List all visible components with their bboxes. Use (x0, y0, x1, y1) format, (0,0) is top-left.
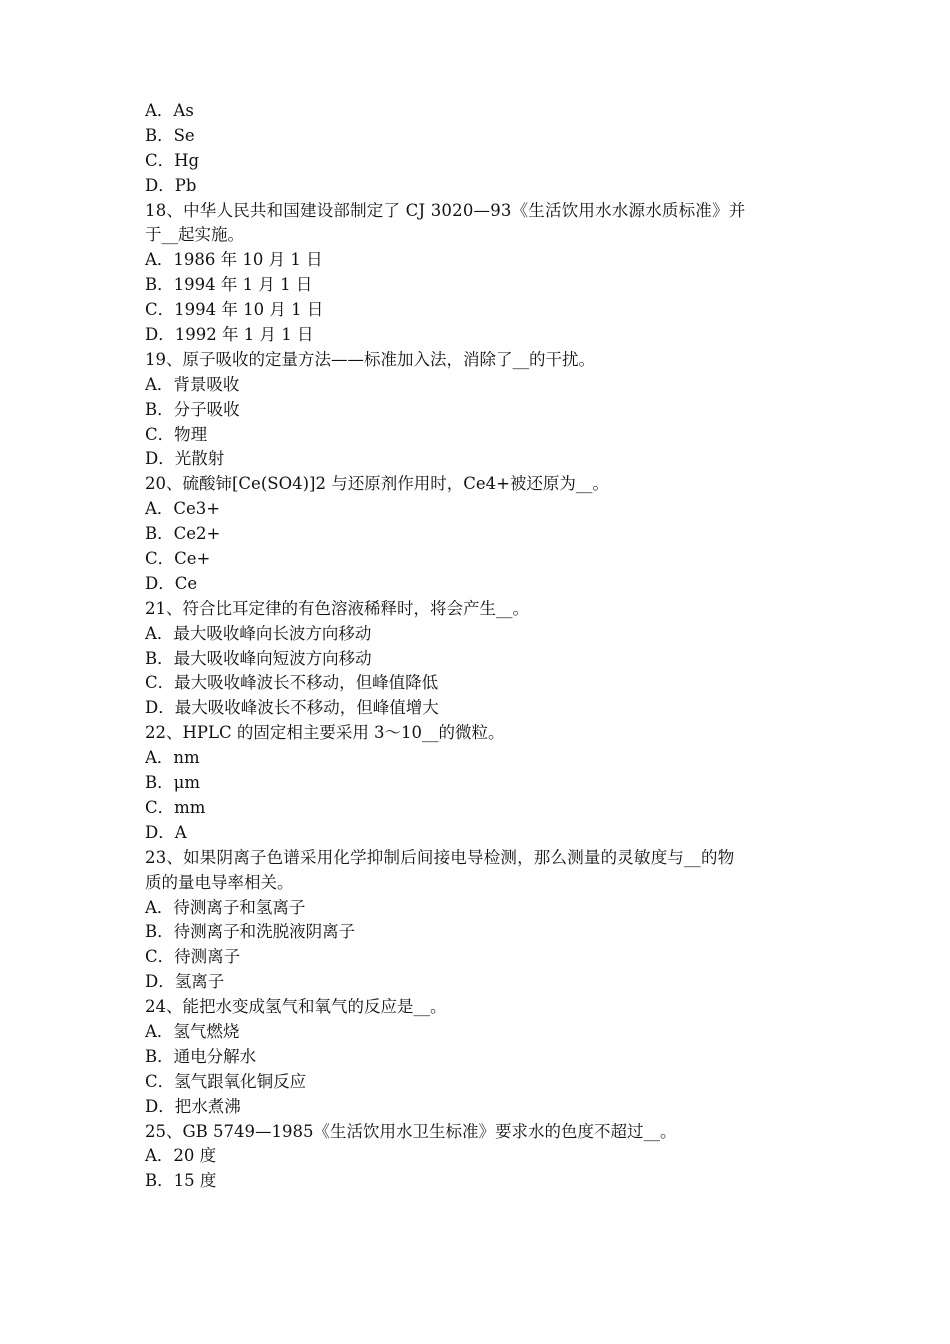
option-a: A．20 度 (145, 1146, 217, 1166)
question-stem: 19、原子吸收的定量方法——标准加入法，消除了__的干扰。 (145, 349, 595, 369)
question-stem-continued: 于__起实施。 (145, 225, 244, 245)
option-a: A．Ce3+ (145, 499, 221, 519)
option-a: A．nm (145, 748, 200, 768)
question-stem: 21、符合比耳定律的有色溶液稀释时，将会产生__。 (145, 598, 529, 618)
option-a: A．最大吸收峰向长波方向移动 (145, 623, 372, 643)
option-c: C．最大吸收峰波长不移动，但峰值降低 (145, 673, 439, 693)
question-19 (145, 348, 825, 472)
option-a: A．待测离子和氢离子 (145, 897, 306, 917)
option-d: D．A (145, 822, 187, 842)
option-c: C．氢气跟氧化铜反应 (145, 1071, 307, 1091)
option-b: B．Se (145, 125, 195, 145)
question-22 (145, 721, 825, 845)
question-stem: 24、能把水变成氢气和氧气的反应是__。 (145, 997, 447, 1017)
option-a: A．As (145, 101, 194, 120)
option-a: A．1986 年 10 月 1 日 (145, 250, 323, 270)
option-b: B．Ce2+ (145, 524, 221, 544)
option-b: B．15 度 (145, 1171, 217, 1191)
option-b: B．μm (145, 773, 200, 793)
option-d: D．Ce (145, 573, 198, 593)
option-d: D．Pb (145, 175, 197, 195)
question-20 (145, 472, 825, 596)
option-c: C．mm (145, 797, 206, 817)
option-a: A．氢气燃烧 (145, 1021, 240, 1041)
question-stem: 22、HPLC 的固定相主要采用 3～10__的微粒。 (145, 723, 505, 743)
option-d: D．1992 年 1 月 1 日 (145, 325, 314, 345)
question-24 (145, 995, 825, 1119)
question-stem: 20、硫酸铈[Ce(SO4)]2 与还原剂作用时，Ce4+被还原为__。 (145, 474, 609, 494)
question-stem: 18、中华人民共和国建设部制定了 CJ 3020—93《生活饮用水水源水质标准》并 (145, 200, 746, 220)
option-c: C．Hg (145, 150, 200, 170)
question-23 (145, 846, 825, 995)
option-b: B．通电分解水 (145, 1046, 257, 1066)
option-d: D．把水煮沸 (145, 1096, 241, 1116)
option-d: D．光散射 (145, 449, 225, 469)
option-c: C．1994 年 10 月 1 日 (145, 300, 324, 320)
option-c: C．Ce+ (145, 549, 211, 569)
question-stem-continued: 质的量电导率相关。 (145, 872, 294, 892)
option-b: B．最大吸收峰向短波方向移动 (145, 648, 372, 668)
option-b: B．1994 年 1 月 1 日 (145, 275, 313, 295)
option-b: B．分子吸收 (145, 399, 240, 419)
option-b: B．待测离子和洗脱液阴离子 (145, 922, 356, 942)
question-18 (145, 199, 825, 348)
question-list (145, 99, 825, 1194)
question-25 (145, 1120, 825, 1195)
option-d: D．氢离子 (145, 972, 225, 992)
option-c: C．物理 (145, 424, 208, 444)
question-stem: 23、如果阴离子色谱采用化学抑制后间接电导检测，那么测量的灵敏度与__的物 (145, 847, 735, 867)
question-17-options (145, 99, 825, 199)
option-d: D．最大吸收峰波长不移动，但峰值增大 (145, 698, 439, 718)
option-c: C．待测离子 (145, 947, 241, 967)
option-a: A．背景吸收 (145, 374, 240, 394)
question-stem: 25、GB 5749—1985《生活饮用水卫生标准》要求水的色度不超过__。 (145, 1121, 677, 1141)
question-21 (145, 597, 825, 721)
